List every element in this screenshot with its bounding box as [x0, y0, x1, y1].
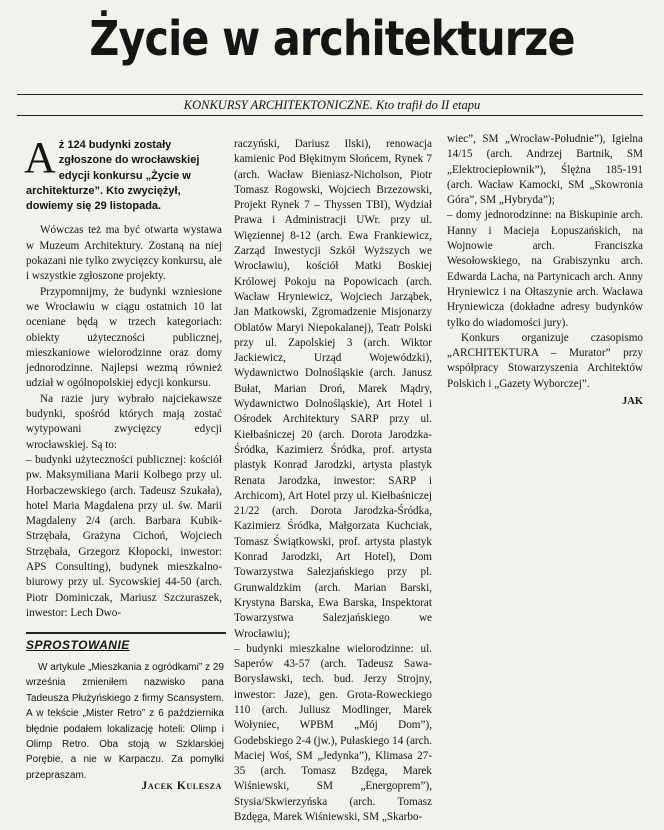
- paragraph: Konkurs organizuje czasopismo „ARCHITEKTURA – Murator” przy współpracy Stowarzyszenia Architektów Polskich i „Gazety Wyborczej”.: [447, 331, 643, 390]
- lead-paragraph: [24, 133, 222, 214]
- paragraph: Wówczas też ma być otwarta wystawa w Muzeum Architektury. Zostaną na niej pokazani nie tylko zwycięzcy konkursu, ale i wszystkie zgłoszone projekty.: [26, 224, 222, 283]
- column-3: [447, 132, 643, 409]
- drop-cap: A: [24, 133, 56, 182]
- paragraph: – budynki użyteczności publicznej: kościół pw. Maksymiliana Marii Kolbego przy ul. Horbaczewskiego (arch. Tadeusz Szukała), hotel Maria Magdalena przy ul. św. Marii Magdaleny 2/4 (arch. Barbara Kubik-Strzębała, Grażyna Cichoń, Wojciech Strzębała, Grzegorz Kłopocki, inwestor: APS Consulting), budynek mieszkalno-biurowy przy ul. Sycowskiej 44-50 (arch. Piotr Dominiczak, Mariusz Szczuraszek, inwestor: Lech Dwo-: [26, 453, 222, 619]
- column-1: [24, 133, 222, 621]
- article-subtitle: KONKURSY ARCHITEKTONICZNE. Kto trafił do II etapu: [183, 98, 481, 112]
- paragraph: Na razie jury wybrało najciekawsze budynki, spośród których mają zostać wytypowani zwycięzcy edycji wrocławskiej. Są to:: [26, 392, 222, 451]
- correction-title: SPROSTOWANIE: [26, 638, 130, 652]
- lead-text: ż 124 budynki zostały zgłoszone do wrocławskiej edycji konkursu „Życie w architekturze”. Kto zwyciężył, dowiemy się 29 listopada.: [26, 139, 200, 213]
- correction-rule: [26, 632, 226, 634]
- article-title: Życie w architekturze: [89, 11, 575, 67]
- paragraph: raczyński, Dariusz Ilski), renowacja kamienic Pod Błękitnym Słońcem, Rynek 7 (arch. Wacław Bieniasz-Nicholson, Piotr Tomasz Rogowski, Wojciech Brzezowski, Projekt Rynek 7 – Thyssen TBI), Wydział Prawa i Administracji UWr. przy ul. Więziennej 8-12 (arch. Ewa Frankiewicz, Zarząd Inwestycji Szkół Wyższych we Wrocławiu), kościół Matki Boskiej Królowej Pokoju na Popowicach (arch. Wacław Hryniewicz, Wojciech Jarząbek, Jan Matkowski, Zgromadzenie Misjonarzy Oblatów Maryi Niepokalanej), Teatr Polski przy ul. Zapolskiej 3 (arch. Wiktor Jackiewicz, Urząd Wojewódzki), Wydawnictwo Dolnośląskie (arch. Janusz Bułat, Marian Droń, Marek Mądry, Wydawnictwo Dolnośląskie), Art Hotel i Ośrodek Architektury SARP przy ul. Kiełbaśniczej 20 (arch. Dorota Jarodzka-Śródka, Kazimierz Śródka, prof. artysta plastyk Konrad Jarodzki, artysta plastyk Renata Jarodzka, inwestor: SARP i Archicom), Art Hotel przy ul. Kiełbaśniczej 21/22 (arch. Dorota Jarodzka-Śródka, Kazimierz Śródka, Małgorzata Kuchciak, Tomasz Świątkowski, prof. artysta plastyk Konrad Jarodzki, Art Hotel), Dom Towarzystwa Salezjańskiego przy pl. Grunwaldzkim (arch. Marian Barski, Krystyna Barska, Ewa Barska, Inspektorat Towarzystwa Salezjańskiego we Wrocławiu);: [234, 138, 432, 640]
- correction-text: W artykule „Mieszkania z ogródkami” z 29 września zmieniłem nazwisko pana Tadeusza Płużyńskiego z firmy Scansystem. A w tekście „Mister Retro” z 6 października błędnie podałem lokalizację hoteli: Olimp i Olimp Retro. Oba stoją w Szklarskiej Porębie, a nie w Karpaczu. Za pomyłki przepraszam.: [26, 662, 224, 781]
- paragraph: – domy jednorodzinne: na Biskupinie arch. Hanny i Macieja Łopuszańskich, na Wojnowie arch. Franciszka Wesołowskiego, na Grabiszynku arch. Edwarda Lacha, na Partynicach arch. Anny Hryniewicz i na Ołtaszynie arch. Wacława Hryniewicza (dokładne adresy budynków tylko do wiadomości jury).: [447, 209, 643, 329]
- title-rule: [17, 94, 643, 95]
- paragraph: – budynki mieszkalne wielorodzinne: ul. Saperów 43-57 (arch. Tadeusz Sawa-Borysławski, tech. bud. Jerzy Strojny, inwestor: Jaze), gen. Grota-Roweckiego 110 (arch. Juliusz Modlinger, Marek Wołyniec, WPBM „Mój Dom”), Godebskiego 2-4 (jw.), Pułaskiego 14 (arch. Maciej Woś, SM „Jedynka”), Klimasa 27-35 (arch. Tomasz Bzdęga, Marek Wiśniewski, SM „Energoprem”), Stysia/Skwierzyńska (arch. Tomasz Bzdęga, Marek Wiśniewski, SM „Skarbo-: [234, 642, 432, 824]
- paragraph: Przypomnijmy, że budynki wzniesione we Wrocławiu w ciągu ostatnich 10 lat oceniane będą w trzech kategoriach: obiekty użyteczności publicznej, mieszkaniowe wielorodzinne oraz domy jednorodzinne. Najlepsi wezmą również udział w ogólnopolskiej edycji konkursu.: [26, 285, 222, 390]
- correction-body: [26, 660, 224, 783]
- subtitle-rule: [17, 115, 643, 116]
- correction-author: Jacek Kulesza: [141, 780, 222, 792]
- article-signature: JAK: [622, 396, 643, 408]
- paragraph: wiec”, SM „Wrocław-Południe”), Igielna 14/15 (arch. Andrzej Bartnik, SM „Elektrociepłownik”), Ślężna 185-191 (arch. Wacław Kamocki, SM „Skowronia Góra”, SM „Hybryda”);: [447, 133, 643, 207]
- column-2: [234, 137, 432, 825]
